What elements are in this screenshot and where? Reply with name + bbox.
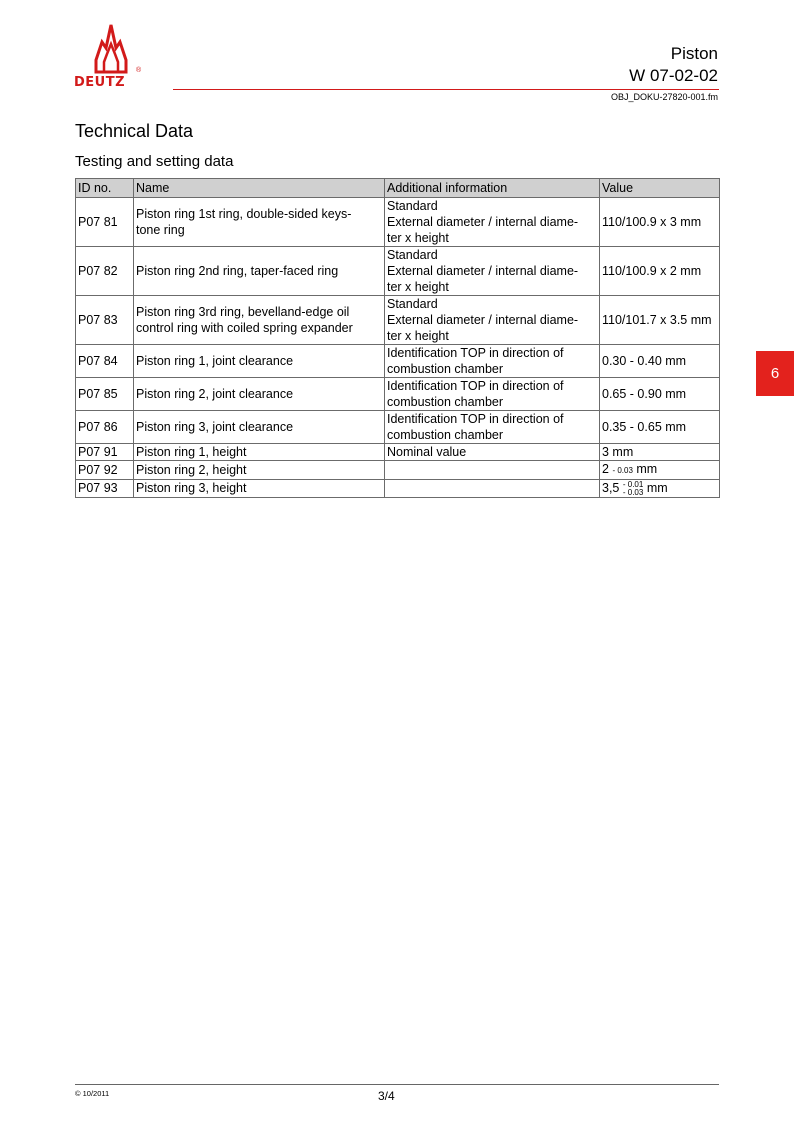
footer-divider — [75, 1084, 719, 1085]
cell-value: 110/101.7 x 3.5 mm — [600, 296, 720, 345]
column-header-id: ID no. — [76, 179, 134, 198]
cell-info — [385, 480, 600, 498]
value-tolerance: - 0.03 — [612, 466, 633, 475]
chapter-tab: 6 — [756, 351, 794, 396]
section-heading: Technical Data — [75, 121, 194, 141]
page-number: 3/4 — [378, 1089, 395, 1103]
table-row — [76, 247, 720, 296]
cell-value: 110/100.9 x 3 mm — [600, 198, 720, 247]
logo-wordmark: DEUTZ — [74, 75, 126, 90]
cell-info: Nominal value — [385, 444, 600, 461]
cell-info: Identification TOP in direction of combustion chamber — [385, 345, 600, 378]
value-main: 2 — [602, 462, 609, 476]
column-header-name: Name — [134, 179, 385, 198]
cell-value — [600, 461, 720, 480]
table-row — [76, 411, 720, 444]
cell-id: P07 86 — [76, 411, 134, 444]
cell-info — [385, 461, 600, 480]
cell-id: P07 82 — [76, 247, 134, 296]
cell-name: Piston ring 1st ring, double-sided keys- tone ring — [134, 198, 385, 247]
table-row — [76, 296, 720, 345]
testing-data-table — [75, 178, 720, 498]
cell-info: Standard External diameter / internal diame- ter x height — [385, 296, 600, 345]
cell-name: Piston ring 3, joint clearance — [134, 411, 385, 444]
cell-info: Standard External diameter / internal diame- ter x height — [385, 247, 600, 296]
column-header-info: Additional information — [385, 179, 600, 198]
tolerance-upper: - 0.01 — [622, 479, 644, 489]
cell-value: 0.65 - 0.90 mm — [600, 378, 720, 411]
cell-info: Standard External diameter / internal diame- ter x height — [385, 198, 600, 247]
table-row — [76, 461, 720, 480]
cell-name: Piston ring 2nd ring, taper-faced ring — [134, 247, 385, 296]
value-unit: mm — [636, 462, 658, 476]
cell-name: Piston ring 1, joint clearance — [134, 345, 385, 378]
cell-value: 110/100.9 x 2 mm — [600, 247, 720, 296]
subsection-heading: Testing and setting data — [75, 153, 234, 170]
cell-value — [600, 480, 720, 498]
cell-name: Piston ring 3rd ring, bevelland-edge oil control ring with coiled spring expander — [134, 296, 385, 345]
cell-name: Piston ring 2, joint clearance — [134, 378, 385, 411]
cell-value: 0.35 - 0.65 mm — [600, 411, 720, 444]
table-row — [76, 198, 720, 247]
cell-id: P07 85 — [76, 378, 134, 411]
table-row — [76, 444, 720, 461]
value-tolerance-stack — [623, 481, 643, 497]
cell-id: P07 91 — [76, 444, 134, 461]
table-row — [76, 345, 720, 378]
table-row — [76, 378, 720, 411]
cell-name: Piston ring 1, height — [134, 444, 385, 461]
value-main: 3,5 — [602, 481, 620, 495]
tolerance-lower: - 0.03 — [622, 487, 644, 497]
cell-info: Identification TOP in direction of combustion chamber — [385, 378, 600, 411]
deutz-logo — [74, 20, 146, 90]
cell-id: P07 83 — [76, 296, 134, 345]
document-title: Piston — [670, 44, 718, 63]
file-name: OBJ_DOKU-27820-001.fm — [610, 92, 718, 102]
cell-id: P07 81 — [76, 198, 134, 247]
cell-id: P07 93 — [76, 480, 134, 498]
header-divider — [173, 89, 719, 90]
cell-value: 0.30 - 0.40 mm — [600, 345, 720, 378]
registered-mark: ® — [136, 67, 142, 74]
cell-id: P07 92 — [76, 461, 134, 480]
cell-name: Piston ring 2, height — [134, 461, 385, 480]
cell-name: Piston ring 3, height — [134, 480, 385, 498]
column-header-value: Value — [600, 179, 720, 198]
cell-info: Identification TOP in direction of combustion chamber — [385, 411, 600, 444]
document-code: W 07-02-02 — [629, 66, 718, 85]
cell-id: P07 84 — [76, 345, 134, 378]
value-unit: mm — [646, 481, 668, 495]
table-row — [76, 480, 720, 498]
table-header-row — [76, 179, 720, 198]
footer-copyright: © 10/2011 — [75, 1089, 110, 1098]
cell-value: 3 mm — [600, 444, 720, 461]
